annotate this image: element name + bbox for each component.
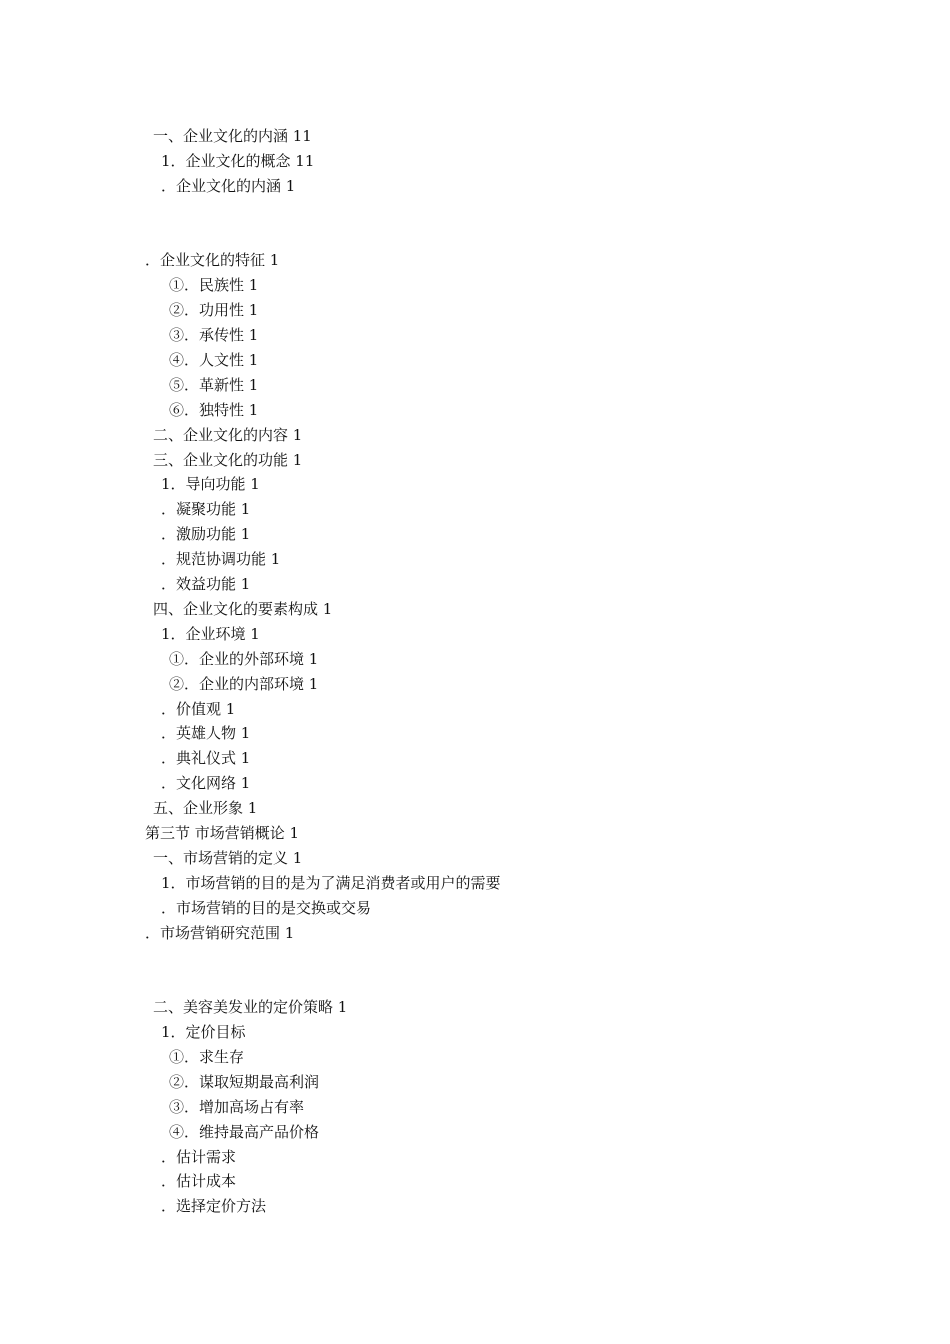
toc-entry: 五、企业形象 1: [153, 799, 258, 818]
toc-entry: ⑥．独特性 1: [169, 400, 259, 419]
toc-entry: ．企业文化的特征 1: [145, 251, 280, 270]
toc-entry: ．选择定价方法: [161, 1197, 267, 1216]
toc-entry: ．市场营销研究范围 1: [145, 923, 295, 942]
toc-entry: ④．人文性 1: [169, 351, 259, 370]
toc-entry: ⑤．革新性 1: [169, 375, 259, 394]
toc-entry: ①．企业的外部环境 1: [169, 649, 319, 668]
toc-entry: 1．企业环境 1: [161, 624, 260, 643]
toc-entry: 一、市场营销的定义 1: [153, 848, 303, 867]
toc-entry: ．规范协调功能 1: [161, 550, 281, 569]
toc-entry: 二、美容美发业的定价策略 1: [153, 998, 348, 1017]
toc-entry: ．估计需求: [161, 1147, 237, 1166]
toc-entry: ．激励功能 1: [161, 525, 251, 544]
toc-entry: ．典礼仪式 1: [161, 749, 251, 768]
toc-entry: ②．谋取短期最高利润: [169, 1072, 320, 1091]
toc-entry: ②．企业的内部环境 1: [169, 674, 319, 693]
toc-entry: 第三节 市场营销概论 1: [145, 823, 300, 842]
toc-entry: ③．承传性 1: [169, 326, 259, 345]
toc-entry: 1．定价目标: [161, 1023, 246, 1042]
toc-entry: ③．增加高场占有率: [169, 1097, 305, 1116]
toc-entry: 1．市场营销的目的是为了满足消费者或用户的需要: [161, 873, 501, 892]
toc-entry: ．效益功能 1: [161, 575, 251, 594]
toc-entry: ．企业文化的内涵 1: [161, 176, 296, 195]
toc-entry: ①．求生存: [169, 1047, 245, 1066]
toc-entry: 一、企业文化的内涵 11: [153, 127, 312, 145]
toc-entry: ．凝聚功能 1: [161, 500, 251, 519]
toc-entry: 1．导向功能 1: [161, 475, 260, 494]
toc-entry: 二、企业文化的内容 1: [153, 425, 303, 444]
toc-entry: ．价值观 1: [161, 699, 236, 718]
toc-entry: ．英雄人物 1: [161, 724, 251, 743]
toc-entry: ．市场营销的目的是交换或交易: [161, 898, 372, 917]
toc-entry: ④．维持最高产品价格: [169, 1122, 320, 1141]
toc-entry: 三、企业文化的功能 1: [153, 450, 303, 469]
table-of-contents: [0, 124, 950, 1219]
blank-spacer: [0, 199, 950, 249]
toc-entry: ．文化网络 1: [161, 774, 251, 793]
blank-spacer: [0, 945, 950, 995]
toc-entry: 四、企业文化的要素构成 1: [153, 599, 333, 618]
toc-entry: ②．功用性 1: [169, 301, 259, 320]
toc-entry: 1．企业文化的概念 11: [161, 151, 315, 170]
toc-entry: ①．民族性 1: [169, 276, 259, 295]
toc-entry: ．估计成本: [161, 1172, 237, 1191]
